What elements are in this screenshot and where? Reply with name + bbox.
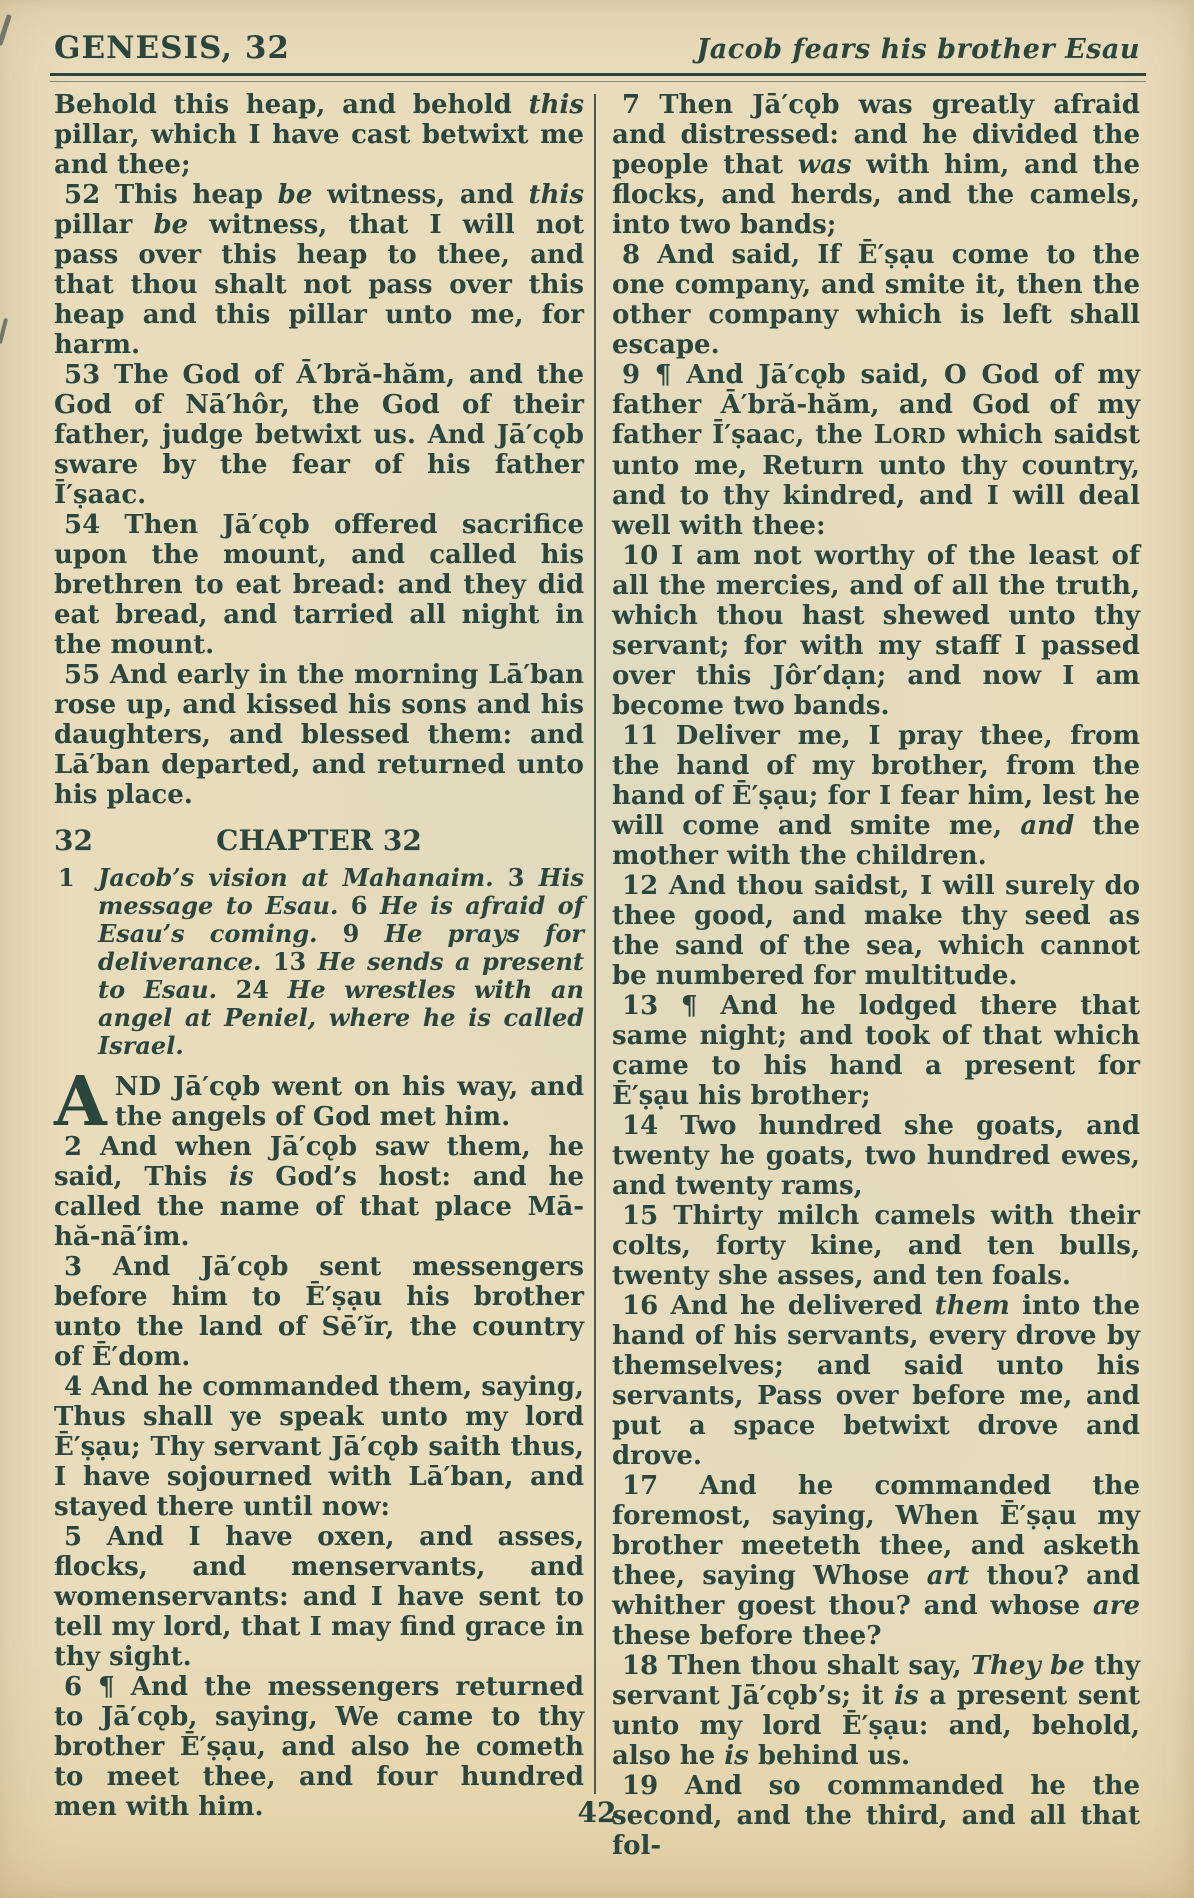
running-head-book-chapter: GENESIS, 32: [54, 30, 290, 66]
verse-paragraph: 8 And said, If Ē′ṣạu come to the one company, and smite it, then the other company which is left shall escape.: [612, 240, 1140, 360]
verse-paragraph: 53 The God of Ā′bră-hăm, and the God of Nā′hôr, the God of their father, judge betwixt us. And Jā′cǫb sware by the fear of his father Ī′ṣaac.: [54, 360, 584, 510]
verse-paragraph: 19 And so commanded he the second, and the third, and all that fol-: [612, 1771, 1140, 1861]
page-number: 42: [577, 1796, 617, 1829]
verse-paragraph: 12 And thou saidst, I will surely do thee good, and make thy seed as the sand of the sea, which cannot be numbered for multitude.: [612, 871, 1140, 991]
chapter-summary: 1 Jacob’s vision at Mahanaim. 3 His message to Esau. 6 He is afraid of Esau’s coming. 9 He prays for deliverance. 13 He sends a present to Esau. 24 He wrestles with an angel at Peniel, where he is called Israel.: [58, 863, 584, 1060]
left-column: [54, 90, 584, 1861]
verse-paragraph: 7 Then Jā′cǫb was greatly afraid and distressed: and he divided the people that was with him, and the flocks, and herds, and the camels, into two bands;: [612, 90, 1140, 240]
verse-paragraph: 14 Two hundred she goats, and twenty he goats, two hundred ewes, and twenty rams,: [612, 1111, 1140, 1201]
verse-paragraph: 6 ¶ And the messengers returned to Jā′cǫb, saying, We came to thy brother Ē′ṣạu, and also he cometh to meet thee, and four hundred men with him.: [54, 1672, 584, 1822]
verse-paragraph: 9 ¶ And Jā′cǫb said, O God of my father Ā′bră-hăm, and God of my father Ī′ṣaac, the LORD which saidst unto me, Return unto thy country, and to thy kindred, and I will deal well with thee:: [612, 360, 1140, 541]
verse-paragraph: 16 And he delivered them into the hand of his servants, every drove by themselves; and said unto his servants, Pass over before me, and put a space betwixt drove and drove.: [612, 1291, 1140, 1471]
running-head-subject: Jacob fears his brother Esau: [696, 34, 1140, 65]
verse-paragraph: 10 I am not worthy of the least of all the mercies, and of all the truth, which thou hast shewed unto thy servant; for with my staff I passed over this Jôr′dạn; and now I am become two bands.: [612, 541, 1140, 721]
drop-cap-initial: A: [54, 1062, 107, 1142]
verse-paragraph: 5 And I have oxen, and asses, flocks, and menservants, and womenservants: and I have sent to tell my lord, that I may find grace in thy sight.: [54, 1522, 584, 1672]
page-footer: [0, 1796, 1194, 1829]
verse-paragraph: 55 And early in the morning Lā′ban rose up, and kissed his sons and his daughters, and blessed them: and Lā′ban departed, and returned unto his place.: [54, 660, 584, 810]
verse-paragraph: 2 And when Jā′cǫb saw them, he said, This is God’s host: and he called the name of that place Mā-hă-nā′im.: [54, 1132, 584, 1252]
verse-paragraph: 17 And he commanded the foremost, saying, When Ē′ṣạu my brother meeteth thee, and asketh thee, saying Whose art thou? and whither goest thou? and whose are these before thee?: [612, 1471, 1140, 1651]
verse-paragraph: 4 And he commanded them, saying, Thus shall ye speak unto my lord Ē′ṣạu; Thy servant Jā′cǫb saith thus, I have sojourned with Lā′ban, and stayed there until now:: [54, 1372, 584, 1522]
verse-paragraph: Behold this heap, and behold this pillar, which I have cast betwixt me and thee;: [54, 90, 584, 180]
verse-paragraph: AND Jā′cǫb went on his way, and the angels of God met him.: [54, 1062, 584, 1142]
right-column: [612, 90, 1140, 1861]
verse-paragraph: 15 Thirty milch camels with their colts, forty kine, and ten bulls, twenty she asses, and ten foals.: [612, 1201, 1140, 1291]
verse-paragraph: 13 ¶ And he lodged there that same night; and took of that which came to his hand a present for Ē′ṣạu his brother;: [612, 991, 1140, 1111]
running-head: [0, 0, 1194, 66]
text-columns: [0, 82, 1194, 1861]
chapter-margin-number: 32: [54, 824, 93, 857]
chapter-title: CHAPTER 32: [216, 824, 422, 857]
chapter-heading: [54, 826, 584, 856]
verse-paragraph: 18 Then thou shalt say, They be thy servant Jā′cǫb’s; it is a present sent unto my lord Ē′ṣạu: and, behold, also he is behind us.: [612, 1651, 1140, 1771]
verse-paragraph: 11 Deliver me, I pray thee, from the hand of my brother, from the hand of Ē′ṣạu; for I fear him, lest he will come and smite me, and the mother with the children.: [612, 721, 1140, 871]
verse-paragraph: 3 And Jā′cǫb sent messengers before him to Ē′ṣạu his brother unto the land of Sē′ĭr, the country of Ē′dom.: [54, 1252, 584, 1372]
header-rule: [50, 73, 1146, 82]
verse-paragraph: 52 This heap be witness, and this pillar be witness, that I will not pass over this heap to thee, and that thou shalt not pass over this heap and this pillar unto me, for harm.: [54, 180, 584, 360]
lord-small-caps: LORD: [873, 420, 947, 450]
verse-paragraph: 54 Then Jā′cǫb offered sacrifice upon the mount, and called his brethren to eat bread: and they did eat bread, and tarried all night in the mount.: [54, 510, 584, 660]
column-divider-rule: [594, 94, 596, 1794]
summary-verse-number: 1: [58, 863, 75, 892]
